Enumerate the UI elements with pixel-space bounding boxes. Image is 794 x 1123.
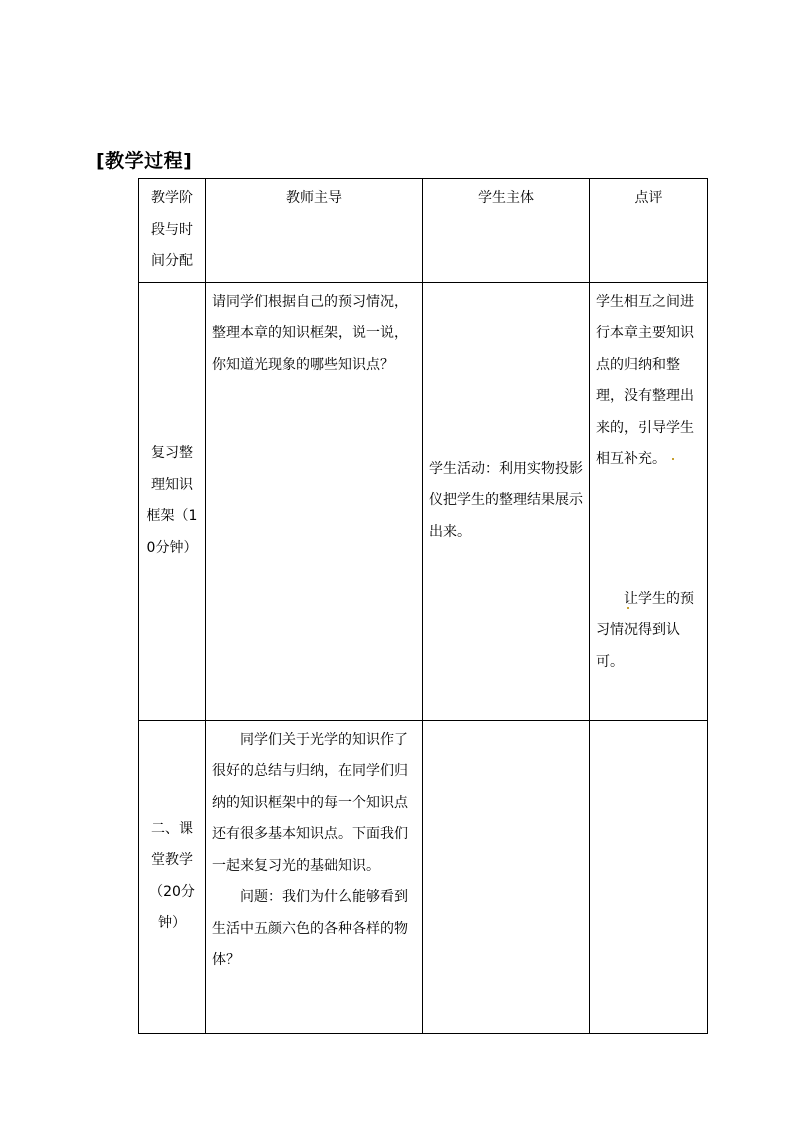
lesson-table	[138, 178, 708, 1034]
row2-teacher: 同学们关于光学的知识作了很好的总结与归纳，在同学们归纳的知识框架中的每一个知识点还有很多基本知识点。下面我们一起来复习光的基础知识。 问题：我们为什么能够看到生活中五颜六色的各种各样的物体？	[206, 720, 423, 1033]
row1-comment-text: 学生相互之间进行本章主要知识点的归纳和整理，没有整理出来的，引导学生相互补充。	[596, 293, 694, 467]
row1-comment	[590, 282, 708, 720]
header-stage: 教学阶段与时间分配	[139, 179, 206, 283]
header-student: 学生主体	[423, 179, 590, 283]
table-row	[139, 282, 708, 720]
section-heading: [教学过程]	[96, 150, 193, 172]
decorative-dot	[672, 458, 674, 460]
row2-comment	[590, 720, 708, 1033]
row1-stage: 复习整理知识框架（10分钟）	[139, 282, 206, 720]
row1-student: 学生活动：利用实物投影仪把学生的整理结果展示出来。	[423, 282, 590, 720]
decorative-dot	[627, 607, 629, 609]
header-teacher: 教师主导	[206, 179, 423, 283]
row2-stage: 二、课堂教学（20分钟）	[139, 720, 206, 1033]
row2-student	[423, 720, 590, 1033]
header-comment: 点评	[590, 179, 708, 283]
table-row	[139, 720, 708, 1033]
table-header-row	[139, 179, 708, 283]
row1-comment-text-2: 让学生的预习情况得到认可。	[596, 590, 694, 670]
row1-teacher: 请同学们根据自己的预习情况，整理本章的知识框架，说一说，你知道光现象的哪些知识点？	[206, 282, 423, 720]
